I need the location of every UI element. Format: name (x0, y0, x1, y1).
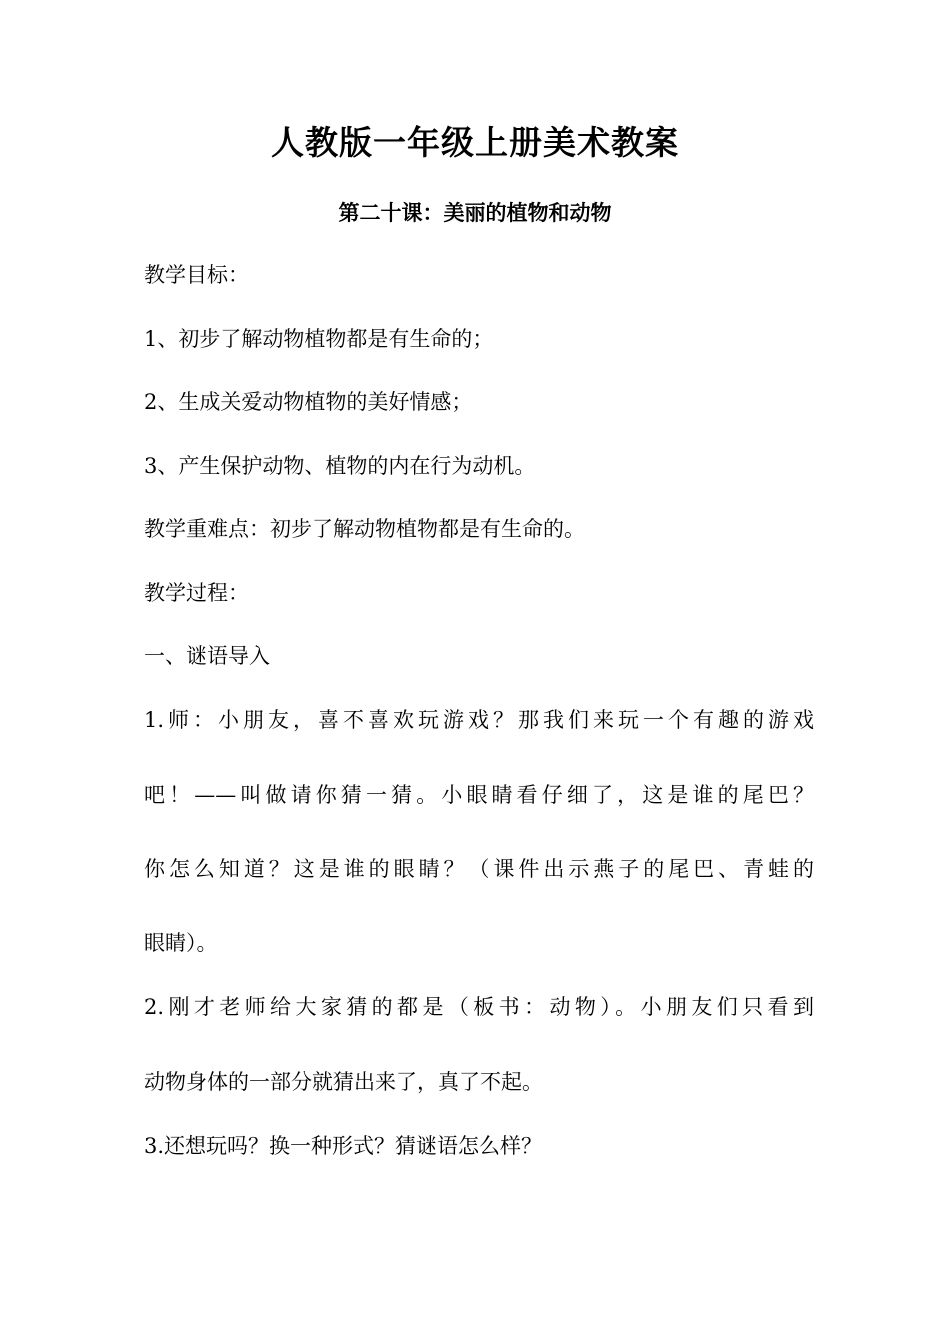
objective-item-1: 1、初步了解动物植物都是有生命的； (144, 327, 494, 351)
paragraph-1-line-3: 你怎么知道？这是谁的眼睛？（课件出示燕子的尾巴、青蛙的 (144, 857, 814, 881)
paragraph-2-line-2: 动物身体的一部分就猜出来了，真了不起。 (144, 1070, 543, 1094)
paragraph-1-line-2: 吧！——叫做请你猜一猜。小眼睛看仔细了，这是谁的尾巴？ (144, 783, 814, 807)
step-heading-riddle-intro: 一、谜语导入 (144, 644, 270, 668)
lesson-subtitle: 第二十课：美丽的植物和动物 (338, 200, 612, 225)
paragraph-1-line-1: 1.师：小朋友，喜不喜欢玩游戏？那我们来玩一个有趣的游戏 (144, 708, 814, 732)
paragraph-2-line-1: 2.刚才老师给大家猜的都是（板书：动物）。小朋友们只看到 (144, 995, 814, 1019)
section-heading-objectives: 教学目标： (144, 263, 249, 287)
document-title: 人教版一年级上册美术教案 (271, 123, 679, 162)
key-difficulty: 教学重难点：初步了解动物植物都是有生命的。 (144, 517, 585, 541)
paragraph-3-line-1: 3.还想玩吗？换一种形式？猜谜语怎么样？ (144, 1134, 543, 1158)
objective-item-2: 2、生成关爱动物植物的美好情感； (144, 390, 473, 414)
paragraph-1-line-4: 眼睛）。 (144, 931, 218, 955)
objective-item-3: 3、产生保护动物、植物的内在行为动机。 (144, 454, 536, 478)
section-heading-process: 教学过程： (144, 581, 249, 605)
